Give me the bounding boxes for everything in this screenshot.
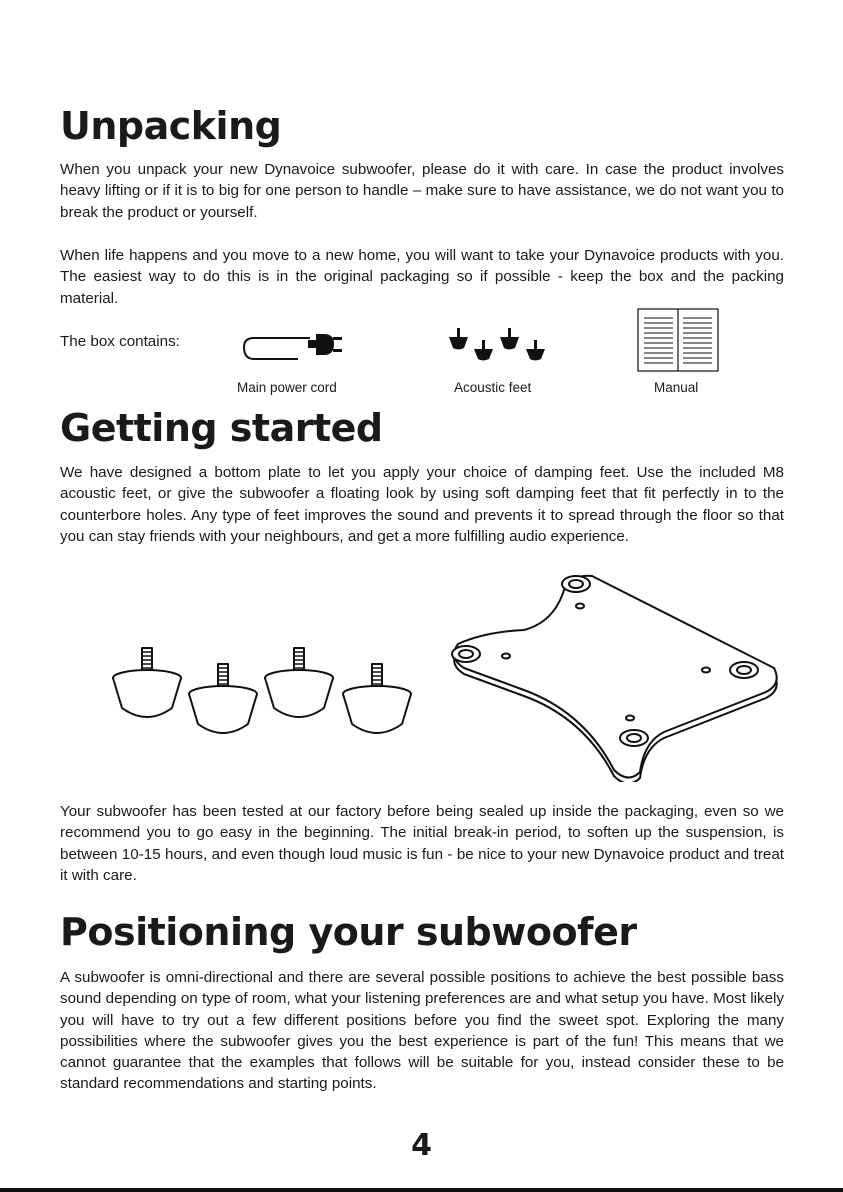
- getting-started-paragraph-1: We have designed a bottom plate to let you apply your choice of damping feet. Use the included M8 acoustic feet, or give the subwoofer a floating look by using soft damping feet that fit perfectly in to the counterbore holes. Any type of feet improves the sound and prevents it to spread through the floor so that you can stay friends with your neighbours, and get a more fulfilling audio experience.: [60, 464, 784, 545]
- acoustic-feet-icon: [446, 326, 550, 366]
- heading-positioning: Positioning your subwoofer: [60, 910, 637, 954]
- unpacking-paragraph-2: When life happens and you move to a new home, you will want to take your Dynavoice products with you. The easiest way to do this is in the original packaging so if possible - keep the box and the packing material.: [60, 247, 784, 307]
- acoustic-feet-illustration: [104, 640, 422, 750]
- heading-getting-started: Getting started: [60, 406, 383, 450]
- power-cord-icon: [238, 326, 358, 368]
- caption-manual: Manual: [654, 380, 699, 395]
- caption-acoustic-feet: Acoustic feet: [454, 380, 532, 395]
- caption-power-cord: Main power cord: [237, 380, 337, 395]
- bottom-plate-illustration: [444, 572, 784, 782]
- manual-icon: [637, 308, 719, 372]
- heading-unpacking: Unpacking: [60, 104, 282, 148]
- box-contains-label: The box contains:: [60, 333, 180, 350]
- bottom-rule: [0, 1188, 843, 1192]
- page-number: 4: [411, 1128, 432, 1163]
- unpacking-paragraph-1: When you unpack your new Dynavoice subwoofer, please do it with care. In case the product involves heavy lifting or if it is to big for one person to handle – make sure to have assistance, we do not want you to break the product or yourself.: [60, 161, 784, 221]
- positioning-paragraph-1: A subwoofer is omni-directional and there are several possible positions to achieve the best possible bass sound depending on type of room, what your listening preferences are and what setup you have. Most likely you will have to try out a few different positions before you find the sweet spot. Exploring the many possibilities where the subwoofer gives you the best experience is part of the fun! This means that we cannot guarantee that the examples that follows will be suitable for you, instead consider these to be standard recommendations and starting points.: [60, 969, 784, 1093]
- getting-started-paragraph-2: Your subwoofer has been tested at our factory before being sealed up inside the packaging, even so we recommend you to go easy in the beginning. The initial break-in period, to soften up the suspension, is between 10-15 hours, and even though loud music is fun - be nice to your new Dynavoice product and treat it with care.: [60, 803, 784, 884]
